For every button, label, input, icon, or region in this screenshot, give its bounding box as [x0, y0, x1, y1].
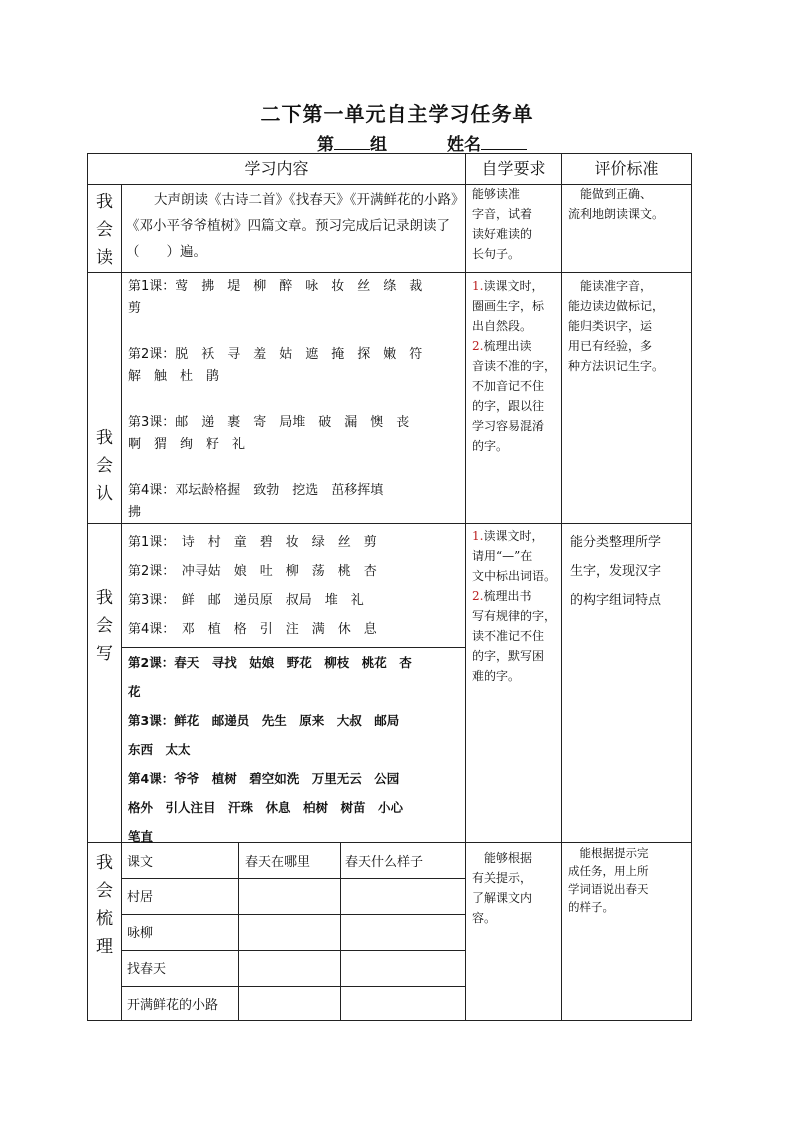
- sort-header-where: 春天在哪里: [245, 855, 311, 870]
- write-words: 第2课：春天 寻找 姑娘 野花 柳枝 桃花 杏 花 第3课：鲜花 邮递员 先生 原来 大叔 邮局 东西 太太 第4课：爷爷 植树 碧空如洗 万里无云 公园 格外 引人注目 汗珠 休息 柏树 树苗 小心 笔直: [128, 655, 412, 844]
- sort-row-lesson: 开满鲜花的小路: [127, 998, 219, 1013]
- write-requirement: 1.读课文时， 请用“—”在 文中标出词语。 2.梳理出书 写有规律的字， 读不准记不住 的字，默写困 难的字。: [472, 529, 557, 683]
- recognize-requirement: 1.读课文时， 圈画生字，标 出自然段。 2.梳理出读 音读不准的字， 不加音记不住 的字，跟以往 学习容易混淆 的字。: [472, 279, 557, 453]
- group-blank[interactable]: [334, 135, 370, 150]
- task-table: [87, 153, 692, 1021]
- recognize-lessons: 第1课：莺 拂 堤 柳 醉 咏 妆 丝 绦 裁 剪 第2课：脱 袄 寻 羞 姑 遮 掩 探 嫩 符 解 触 杜 鹃 第3课：邮 递 裹 寄 局堆 破 漏 懊 丧 啊 猬 绚 籽 礼 第4课：邓坛龄格握 致勃 挖选 茁移挥填 拂: [128, 279, 423, 520]
- page-title: 二下第一单元自主学习任务单: [260, 102, 534, 126]
- sort-requirement: 能够根据 有关提示， 了解课文内 容。: [472, 851, 533, 925]
- sort-row-lesson: 咏柳: [127, 926, 154, 941]
- header-evaluation: 评价标准: [594, 159, 659, 178]
- sort-row-lesson: 村居: [127, 890, 154, 905]
- subtitle: [317, 130, 527, 155]
- name-blank[interactable]: [481, 135, 527, 150]
- write-evaluation: 能分类整理所学 生字，发现汉字 的构字组词特点: [570, 535, 662, 608]
- read-content: 大声朗读《古诗二首》《找春天》《开满鲜花的小路》《邓小平爷爷植树》四篇文章。预习完成后记录朗读了（ ）遍。: [126, 192, 458, 260]
- recognize-evaluation: 能读准字音， 能边读边做标记， 能归类识字，运 用已有经验，多 种方法识记生字。: [568, 279, 665, 373]
- sort-label: 我 会 梳 理: [96, 853, 113, 957]
- sort-header-what: 春天什么样子: [345, 855, 424, 870]
- sort-header-lesson: 课文: [127, 855, 154, 870]
- write-label: 我 会 写: [96, 588, 113, 664]
- header-content: 学习内容: [244, 159, 309, 178]
- sort-evaluation: 能根据提示完 成任务，用上所 学词语说出春天 的样子。: [568, 846, 649, 914]
- read-requirement: 能够读准 字音，试着 读好难读的 长句子。: [472, 187, 533, 261]
- sort-row-lesson: 找春天: [127, 962, 167, 977]
- header-requirement: 自学要求: [481, 159, 546, 178]
- read-evaluation: 能做到正确、 流利地朗读课文。: [568, 187, 665, 221]
- name-label: 姓名: [447, 135, 481, 155]
- recognize-label: 我 会 认: [96, 428, 113, 504]
- group-prefix: 第: [317, 135, 334, 155]
- group-suffix: 组: [370, 135, 387, 155]
- write-chars: 第1课： 诗 村 童 碧 妆 绿 丝 剪 第2课： 冲寻姑 娘 吐 柳 荡 桃 杏 第3课： 鲜 邮 递员原 叔局 堆 礼 第4课： 邓 植 格 引 注 满 休 息: [128, 535, 377, 637]
- read-label: 我 会 读: [96, 192, 113, 268]
